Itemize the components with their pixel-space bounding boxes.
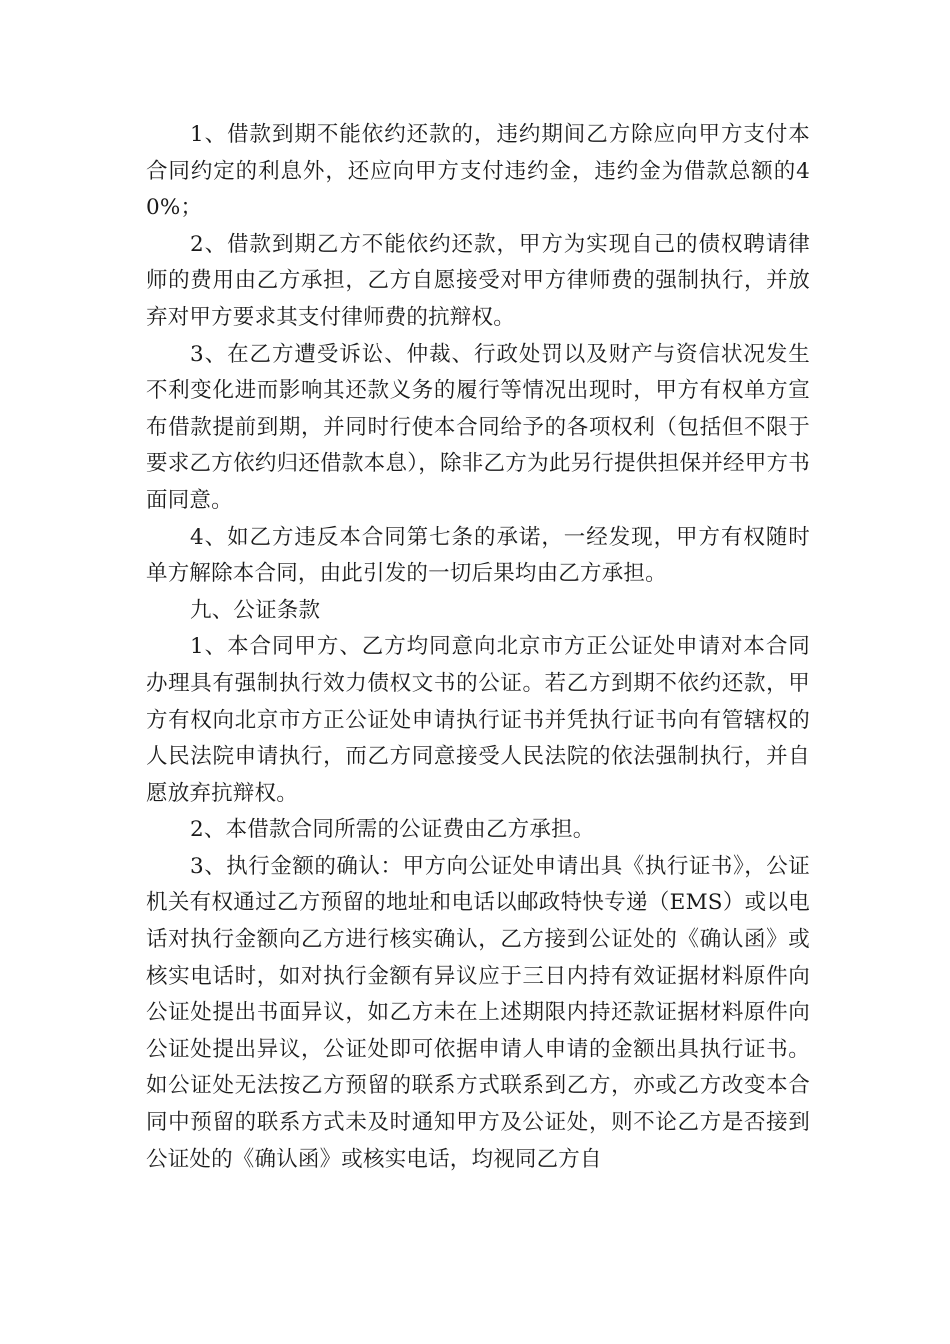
clause-9-item-3: 3、执行金额的确认：甲方向公证处申请出具《执行证书》，公证机关有权通过乙方预留的地址和电话以邮政特快专递（EMS）或以电话对执行金额向乙方进行核实确认，乙方接到公证处的《确认函》或核实电话时，如对执行金额有异议应于三日内持有效证据材料原件向公证处提出书面异议，如乙方未在上述期限内持还款证据材料原件向公证处提出异议，公证处即可依据申请人申请的金额出具执行证书。如公证处无法按乙方预留的联系方式联系到乙方，亦或乙方改变本合同中预留的联系方式未及时通知甲方及公证处，则不论乙方是否接到公证处的《确认函》或核实电话，均视同乙方自 xyxy=(146,853,810,1172)
clause-9-item-2: 2、本借款合同所需的公证费由乙方承担。 xyxy=(190,817,595,843)
clause-9-item-1: 1、本合同甲方、乙方均同意向北京市方正公证处申请对本合同办理具有强制执行效力债权文书的公证。若乙方到期不依约还款，甲方有权向北京市方正公证处申请执行证书并凭执行证书向有管辖权的人民法院申请执行，而乙方同意接受人民法院的依法强制执行，并自愿放弃抗辩权。 xyxy=(146,634,810,806)
clause-8-item-1: 1、借款到期不能依约还款的，违约期间乙方除应向甲方支付本合同约定的利息外，还应向甲方支付违约金，违约金为借款总额的40%； xyxy=(146,122,810,221)
clause-8-item-3: 3、在乙方遭受诉讼、仲裁、行政处罚以及财产与资信状况发生不利变化进而影响其还款义务的履行等情况出现时，甲方有权单方宣布借款提前到期，并同时行使本合同给予的各项权利（包括但不限于要求乙方依约归还借款本息），除非乙方为此另行提供担保并经甲方书面同意。 xyxy=(146,341,810,513)
section-heading-notarization: 九、公证条款 xyxy=(190,597,321,623)
document-page xyxy=(146,117,810,1178)
clause-8-item-4: 4、如乙方违反本合同第七条的承诺，一经发现，甲方有权随时单方解除本合同，由此引发的一切后果均由乙方承担。 xyxy=(146,524,810,587)
clause-8-item-2: 2、借款到期乙方不能依约还款，甲方为实现自己的债权聘请律师的费用由乙方承担，乙方自愿接受对甲方律师费的强制执行，并放弃对甲方要求其支付律师费的抗辩权。 xyxy=(146,231,810,330)
